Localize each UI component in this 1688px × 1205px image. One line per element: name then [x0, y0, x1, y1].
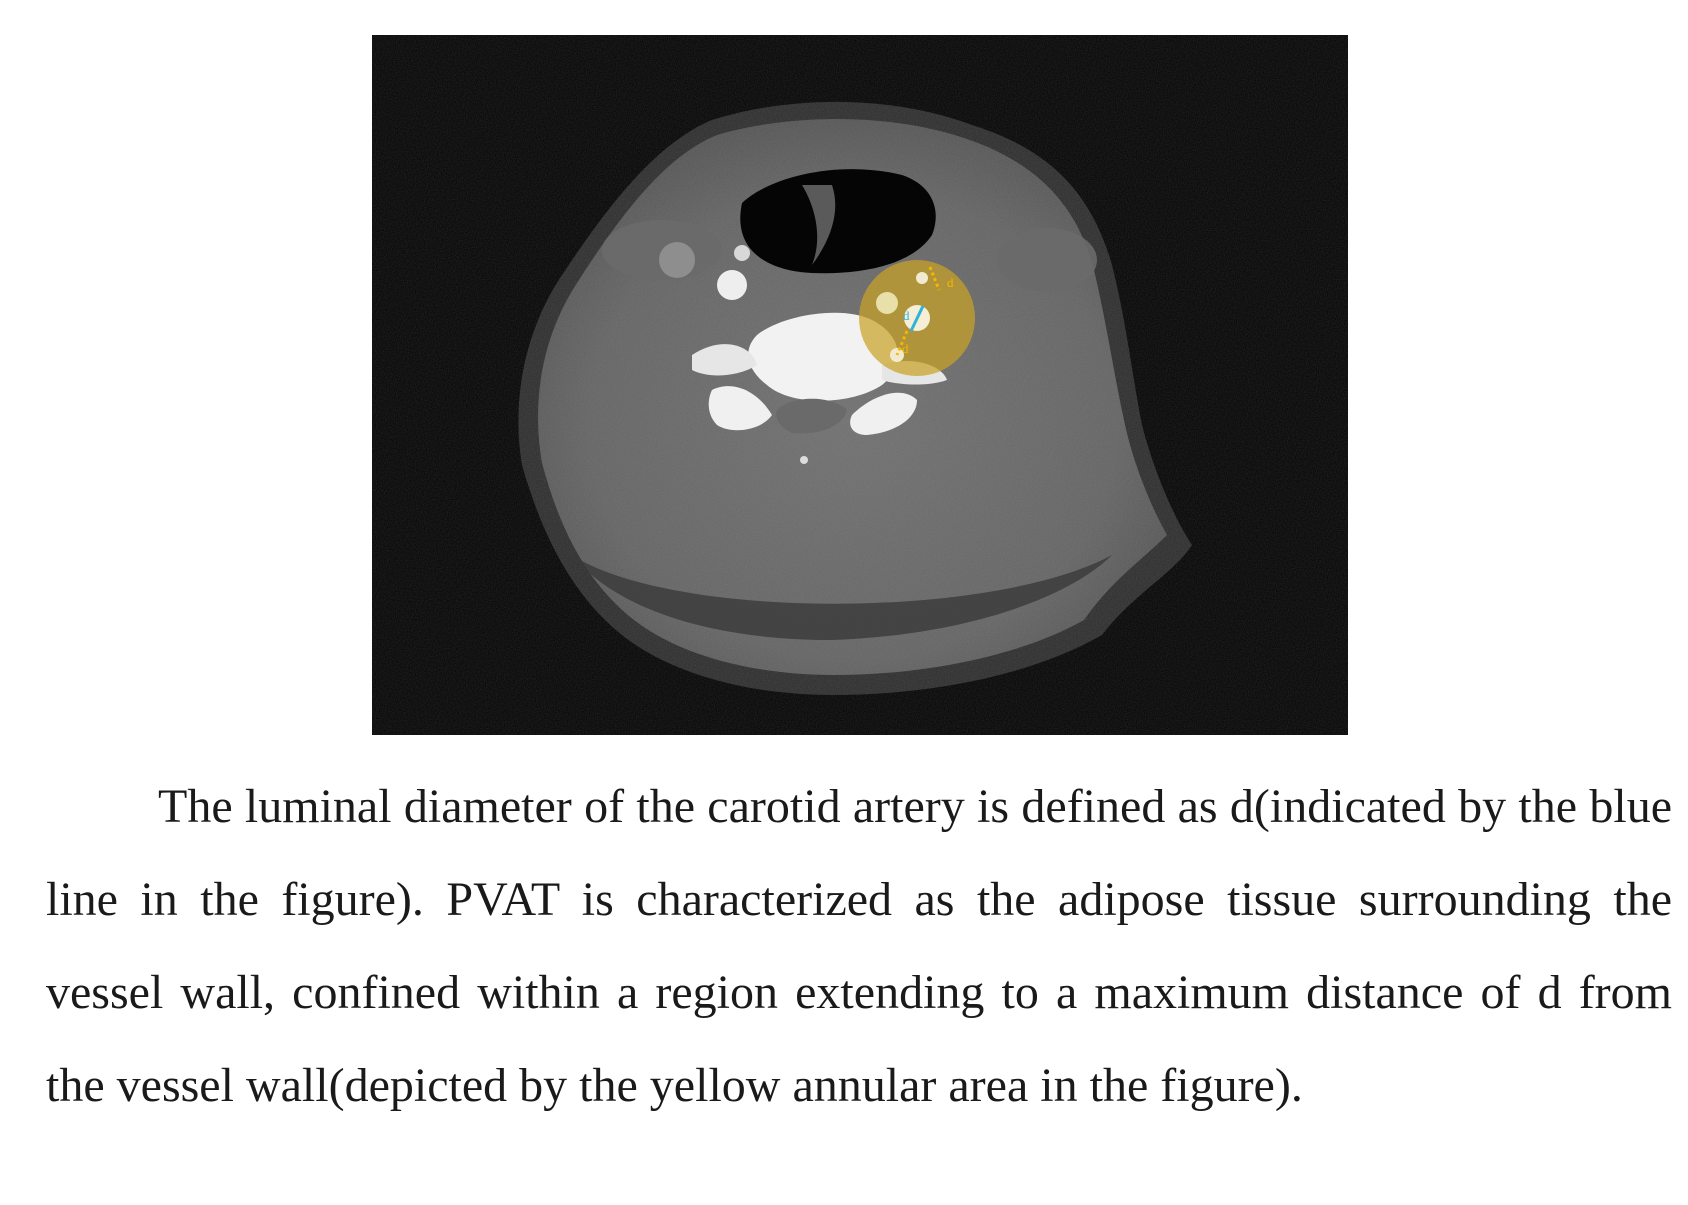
left-small-vessel: [734, 245, 750, 261]
left-carotid: [717, 270, 747, 300]
ct-scan-figure: [372, 35, 1348, 735]
d-label-lower: d: [902, 341, 909, 356]
d-label-upper: d: [947, 275, 954, 290]
left-sternocleidomastoid: [602, 220, 722, 280]
spinous-tip: [800, 456, 808, 464]
figure-caption: The luminal diameter of the carotid artery is defined as d(indicated by the blue line in the figure). PVAT is characterized as the adipose tissue surrounding the vessel wall, confined within a region extending to a maximum distance of d from the vessel wall(depicted by the yellow annular area in the figure).: [46, 780, 1672, 1112]
d-label-blue: d: [903, 308, 910, 323]
right-sternocleidomastoid: [997, 228, 1097, 292]
left-jugular: [659, 242, 695, 278]
right-jugular: [876, 292, 898, 314]
right-small-vessel: [916, 272, 928, 284]
